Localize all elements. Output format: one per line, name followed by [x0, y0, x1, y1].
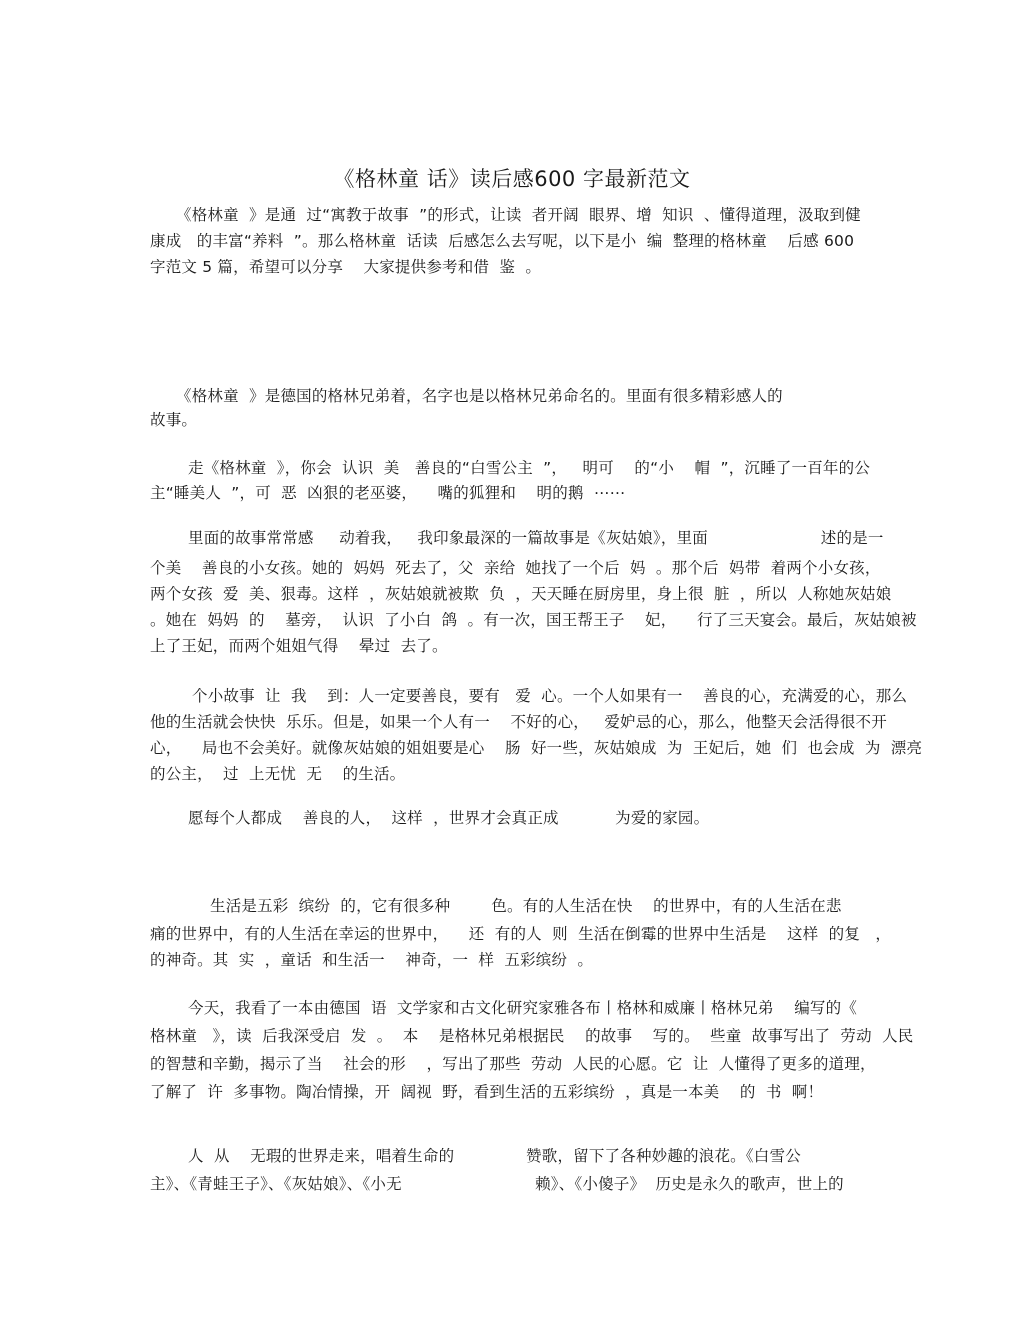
text-line: 主》、《青蛙王子》、《灰姑娘》、《小无 赖》、《小傻子》 历史是永久的歌声，世上的 — [150, 1175, 844, 1193]
text-line: 两个女孩 爱 美、狠毒。这样 ，灰姑娘就被欺 负 ，天天睡在厨房里，身上很 脏 ，所以 人称她灰姑娘 — [150, 585, 892, 603]
text-line: 今天，我看了一本由德国 语 文学家和古文化研究家雅各布丨格林和威廉丨格林兄弟 编写的《 — [188, 999, 858, 1017]
text-line: 上了王妃，而两个姐姐气得 晕过 去了。 — [150, 637, 448, 655]
text-line: 愿每个人都成 善良的人， 这样 ，世界才会真正成 为爱的家园。 — [188, 809, 710, 827]
text-line: 个小故事 让 我 到：人一定要善良，要有 爱 心。一个人如果有一 善良的心，充满爱的心，那么 — [192, 687, 908, 705]
text-line: 生活是五彩 缤纷 的，它有很多种 色。有的人生活在快 的世界中，有的人生活在悲 — [210, 897, 842, 915]
text-line: 他的生活就会快快 乐乐。但是，如果一个人有一 不好的心， 爱妒忌的心，那么，他整天会活得很不开 — [150, 713, 887, 731]
text-line: 主“睡美人 ”，可 恶 凶狠的老巫婆， 嘴的狐狸和 明的鹅 ⋯⋯ — [150, 484, 626, 502]
text-line: 。她在 妈妈 的 墓旁， 认识 了小白 鸽 。有一次，国王帮王子 妃， 行了三天宴会。最后，灰姑娘被 — [150, 611, 917, 629]
text-line: 走《格林童 》，你会 认识 美 善良的“白雪公主 ”， 明可 的“小 帽 ”，沉睡了一百年的公 — [188, 459, 871, 477]
text-line: 字范文 5 篇，希望可以分享 大家提供参考和借 鉴 。 — [150, 258, 542, 276]
text-line: 了解了 许 多事物。陶冶情操，开 阔视 野，看到生活的五彩缤纷 ，真是一本美 的 书 啊！ — [150, 1083, 824, 1101]
text-line: 《格林童 》是通 过“寓教于故事 ”的形式，让读 者开阔 眼界、增 知识 、懂得道理，汲取到健 — [176, 206, 861, 224]
text-line: 故事。 — [150, 411, 198, 429]
text-line: 《格林童 》是德国的格林兄弟着，名字也是以格林兄弟命名的。里面有很多精彩感人的 — [176, 387, 783, 405]
text-line: 里面的故事常常感 动着我， 我印象最深的一篇故事是《灰姑娘》，里面 述的是一 — [188, 529, 884, 547]
text-line: 康成 的丰富“养料 ”。那么格林童 话读 后感怎么去写呢，以下是小 编 整理的格林童 后感 600 — [150, 232, 855, 250]
text-line: 的神奇。其 实 ，童话 和生活一 神奇，一 样 五彩缤纷 。 — [150, 951, 594, 969]
text-line: 的智慧和辛勤，揭示了当 社会的形 ，写出了那些 劳动 人民的心愿。它 让 人懂得了更多的道理， — [150, 1055, 876, 1073]
document-title: 《格林童 话》读后感600 字最新范文 — [333, 167, 691, 191]
text-line: 心， 局也不会美好。就像灰姑娘的姐姐要是心 肠 好一些，灰姑娘成 为 王妃后，她 们 也会成 为 漂亮 — [150, 739, 923, 757]
text-line: 痛的世界中，有的人生活在幸运的世界中， 还 有的人 则 生活在倒霉的世界中生活是 这样 的复 ， — [150, 925, 892, 943]
text-line: 个美 善良的小女孩。她的 妈妈 死去了，父 亲给 她找了一个后 妈 。那个后 妈带 着两个小女孩， — [150, 559, 881, 577]
text-line: 人 从 无瑕的世界走来，唱着生命的 赞歌，留下了各种妙趣的浪花。《白雪公 — [188, 1147, 801, 1165]
text-line: 的公主， 过 上无忧 无 的生活。 — [150, 765, 406, 783]
text-line: 格林童 》，读 后我深受启 发 。 本 是格林兄弟根据民 的故事 写的。 些童 故事写出了 劳动 人民 — [150, 1027, 914, 1045]
